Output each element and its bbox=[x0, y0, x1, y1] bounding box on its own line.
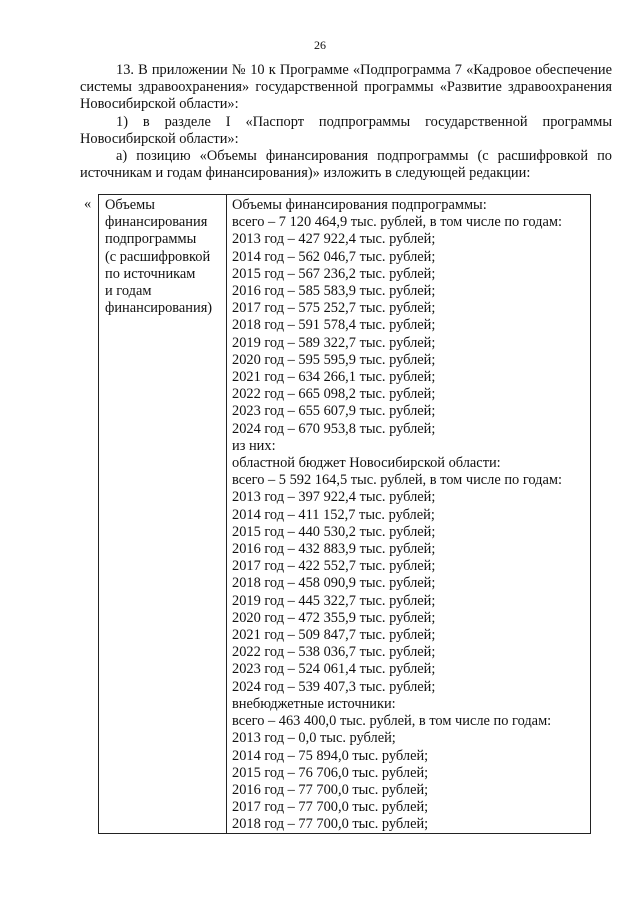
funding-line: 2024 год – 670 953,8 тыс. рублей; bbox=[232, 420, 436, 437]
left-cell-line: финансирования bbox=[105, 214, 208, 231]
funding-line: из них: bbox=[232, 437, 276, 454]
left-cell-line: и годам bbox=[105, 283, 152, 300]
funding-line: 2019 год – 445 322,7 тыс. рублей; bbox=[232, 592, 436, 609]
funding-line: 2018 год – 591 578,4 тыс. рублей; bbox=[232, 317, 436, 334]
table-right-cell bbox=[227, 195, 590, 833]
table-left-cell bbox=[99, 195, 227, 833]
funding-line: 2023 год – 655 607,9 тыс. рублей; bbox=[232, 403, 436, 420]
funding-line: 2018 год – 77 700,0 тыс. рублей; bbox=[232, 816, 429, 833]
funding-line: 2013 год – 427 922,4 тыс. рублей; bbox=[232, 231, 436, 248]
funding-line: 2020 год – 472 355,9 тыс. рублей; bbox=[232, 609, 436, 626]
paragraph-item-1: 1) в разделе I «Паспорт подпрограммы государственной программы Новосибирской области»: bbox=[80, 113, 612, 147]
funding-line: 2013 год – 397 922,4 тыс. рублей; bbox=[232, 489, 436, 506]
funding-line: всего – 5 592 164,5 тыс. рублей, в том числе по годам: bbox=[232, 472, 562, 489]
left-cell-line: финансирования) bbox=[105, 300, 213, 317]
funding-line: 2017 год – 77 700,0 тыс. рублей; bbox=[232, 799, 429, 816]
paragraph-item-a: а) позицию «Объемы финансирования подпрограммы (с расшифровкой по источникам и годам финансирования)» изложить в следующей редакции: bbox=[80, 148, 612, 182]
funding-line: 2021 год – 634 266,1 тыс. рублей; bbox=[232, 369, 436, 386]
funding-line: 2017 год – 575 252,7 тыс. рублей; bbox=[232, 300, 436, 317]
funding-line: 2017 год – 422 552,7 тыс. рублей; bbox=[232, 558, 436, 575]
funding-line: 2016 год – 432 883,9 тыс. рублей; bbox=[232, 541, 436, 558]
funding-line: 2015 год – 567 236,2 тыс. рублей; bbox=[232, 265, 436, 282]
funding-line: 2014 год – 75 894,0 тыс. рублей; bbox=[232, 747, 429, 764]
funding-table bbox=[98, 194, 591, 834]
funding-line: 2024 год – 539 407,3 тыс. рублей; bbox=[232, 678, 436, 695]
funding-line: 2021 год – 509 847,7 тыс. рублей; bbox=[232, 627, 436, 644]
funding-line: Объемы финансирования подпрограммы: bbox=[232, 197, 487, 213]
funding-line: 2016 год – 585 583,9 тыс. рублей; bbox=[232, 283, 436, 300]
funding-line: 2015 год – 440 530,2 тыс. рублей; bbox=[232, 523, 436, 540]
opening-quote-mark: « bbox=[84, 196, 92, 212]
funding-line: 2022 год – 538 036,7 тыс. рублей; bbox=[232, 644, 436, 661]
funding-line: 2016 год – 77 700,0 тыс. рублей; bbox=[232, 781, 429, 798]
funding-line: 2015 год – 76 706,0 тыс. рублей; bbox=[232, 764, 429, 781]
funding-line: областной бюджет Новосибирской области: bbox=[232, 455, 501, 472]
funding-line: внебюджетные источники: bbox=[232, 695, 396, 712]
intro-text bbox=[80, 62, 612, 182]
paragraph-item-13: 13. В приложении № 10 к Программе «Подпрограмма 7 «Кадровое обеспечение системы здравоохранения» государственной программы «Развитие здравоохранения Новосибирской области»: bbox=[80, 62, 612, 113]
funding-line: 2022 год – 665 098,2 тыс. рублей; bbox=[232, 386, 436, 403]
left-cell-line: подпрограммы bbox=[105, 231, 197, 248]
left-cell-line: (с расшифровкой bbox=[105, 248, 211, 265]
funding-line: 2014 год – 562 046,7 тыс. рублей; bbox=[232, 248, 436, 265]
left-cell-line: по источникам bbox=[105, 265, 196, 282]
left-cell-line: Объемы bbox=[105, 197, 155, 213]
funding-line: 2020 год – 595 595,9 тыс. рублей; bbox=[232, 351, 436, 368]
funding-line: 2013 год – 0,0 тыс. рублей; bbox=[232, 730, 396, 747]
funding-line: 2018 год – 458 090,9 тыс. рублей; bbox=[232, 575, 436, 592]
funding-line: всего – 463 400,0 тыс. рублей, в том числе по годам: bbox=[232, 713, 552, 730]
funding-line: всего – 7 120 464,9 тыс. рублей, в том числе по годам: bbox=[232, 214, 562, 231]
funding-line: 2019 год – 589 322,7 тыс. рублей; bbox=[232, 334, 436, 351]
page-number: 26 bbox=[314, 38, 326, 52]
funding-line: 2023 год – 524 061,4 тыс. рублей; bbox=[232, 661, 436, 678]
funding-line: 2014 год – 411 152,7 тыс. рублей; bbox=[232, 506, 435, 523]
